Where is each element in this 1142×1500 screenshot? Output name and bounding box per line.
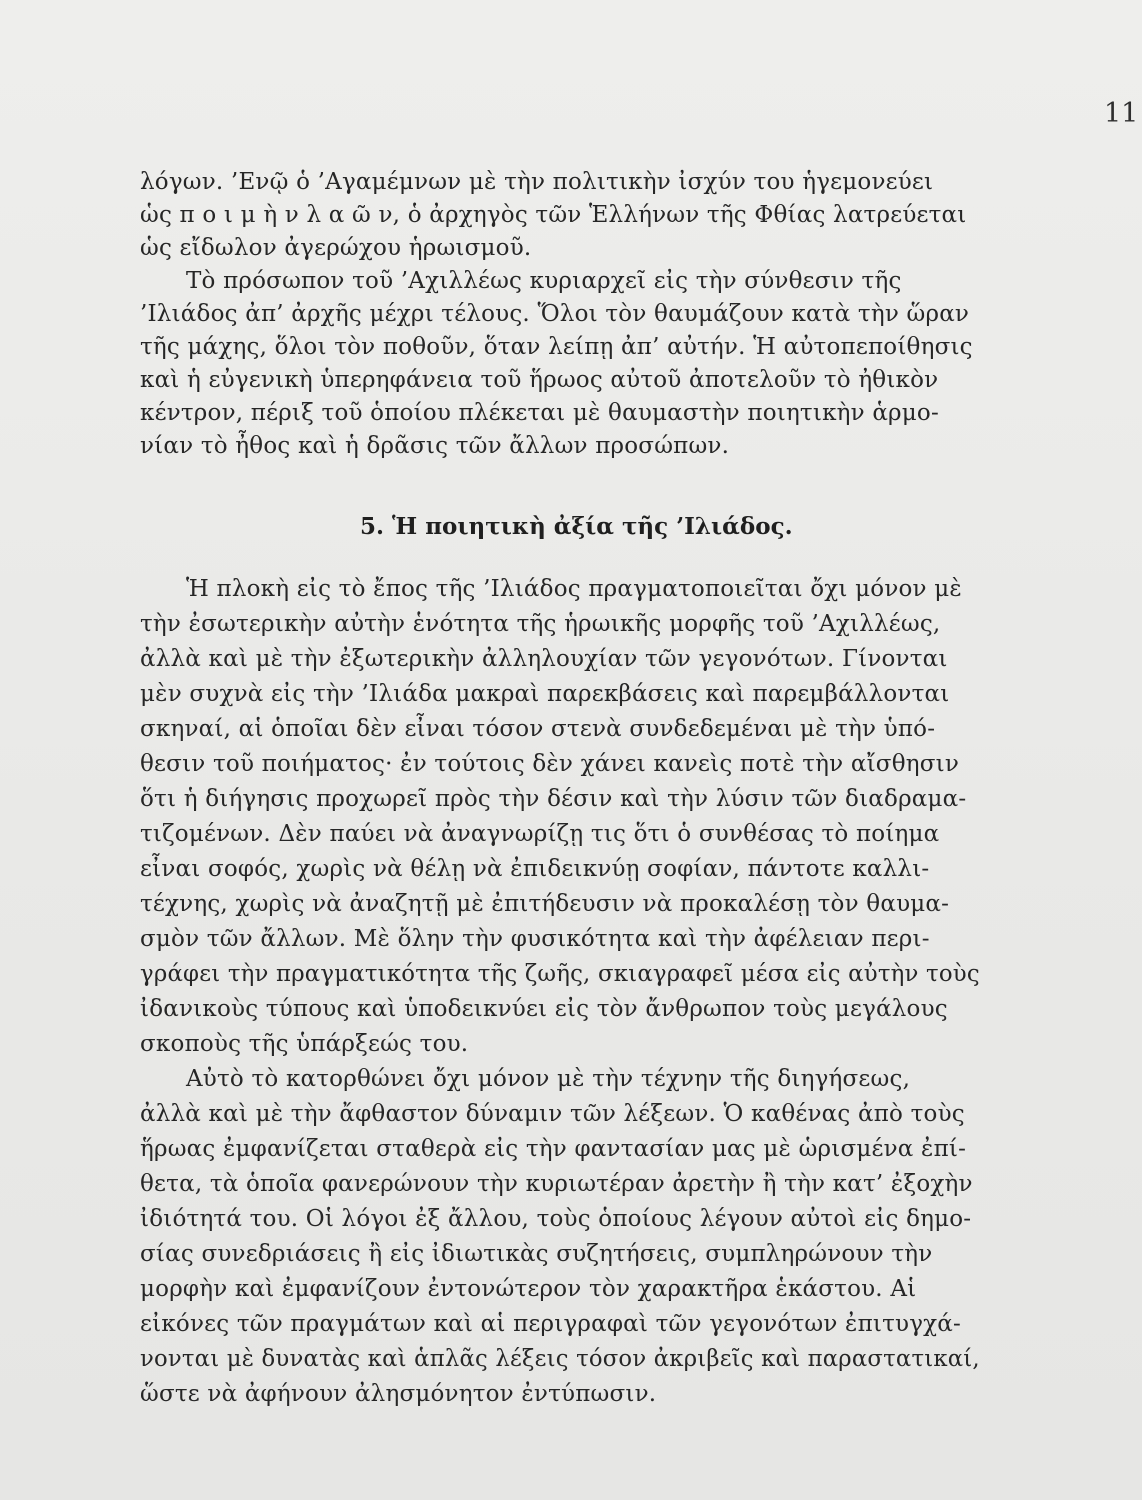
text-line: ὡς εἴδωλον ἀγερώχου ἡρωισμοῦ. [140,235,532,261]
section-heading: 5. Ἡ ποιητικὴ ἀξία τῆς ’Ιλιάδος. [360,513,793,540]
text-line: ἰδιότητά του. Οἱ λόγοι ἐξ ἄλλου, τοὺς ὁποίους λέγουν αὐτοὶ εἰς δημο- [140,1206,972,1232]
text-line: νονται μὲ δυνατὰς καὶ ἁπλᾶς λέξεις τόσον ἀκριβεῖς καὶ παραστατικαί, [140,1346,980,1372]
text-line: Ἡ πλοκὴ εἰς τὸ ἔπος τῆς ’Ιλιάδος πραγματοποιεῖται ὄχι μόνον μὲ [186,576,962,602]
text-line: μὲν συχνὰ εἰς τὴν ’Ιλιάδα μακραὶ παρεκβάσεις καὶ παρεμβάλλονται [140,681,950,707]
text-line: μορφὴν καὶ ἐμφανίζουν ἐντονώτερον τὸν χαρακτῆρα ἑκάστου. Αἱ [140,1276,917,1302]
text-line: τέχνης, χωρὶς νὰ ἀναζητῇ μὲ ἐπιτήδευσιν νὰ προκαλέσῃ τὸν θαυμα- [140,891,950,917]
text-line: θετα, τὰ ὁποῖα φανερώνουν τὴν κυριωτέραν ἀρετὴν ἢ τὴν κατ’ ἐξοχὴν [140,1171,973,1197]
text-line: θεσιν τοῦ ποιήματος· ἐν τούτοις δὲν χάνει κανεὶς ποτὲ τὴν αἴσθησιν [140,751,960,777]
text-line: ὥστε νὰ ἀφήνουν ἀλησμόνητον ἐντύπωσιν. [140,1381,657,1407]
text-line: σκηναί, αἱ ὁποῖαι δὲν εἶναι τόσον στενὰ συνδεδεμέναι μὲ τὴν ὑπό- [140,716,936,742]
text-line: σίας συνεδριάσεις ἢ εἰς ἰδιωτικὰς συζητήσεις, συμπληρώνουν τὴν [140,1241,933,1267]
text-line: ὡς π ο ι μ ὴ ν λ α ῶ ν, ὁ ἀρχηγὸς τῶν Ἑλλήνων τῆς Φθίας λατρεύεται [140,202,967,228]
text-line: λόγων. ’Ενῷ ὁ ’Αγαμέμνων μὲ τὴν πολιτικὴν ἰσχύν του ἡγεμονεύει [140,169,934,195]
text-line: τῆς μάχης, ὅλοι τὸν ποθοῦν, ὅταν λείπῃ ἀπ’ αὐτήν. Ἡ αὐτοπεποίθησις [140,334,973,360]
text-line: ἀλλὰ καὶ μὲ τὴν ἐξωτερικὴν ἀλληλουχίαν τῶν γεγονότων. Γίνονται [140,646,948,672]
text-line: εἰκόνες τῶν πραγμάτων καὶ αἱ περιγραφαὶ τῶν γεγονότων ἐπιτυγχά- [140,1311,962,1337]
text-line: ἥρωας ἐμφανίζεται σταθερὰ εἰς τὴν φαντασίαν μας μὲ ὡρισμένα ἐπί- [140,1136,967,1162]
text-line: νίαν τὸ ἦθος καὶ ἡ δρᾶσις τῶν ἄλλων προσώπων. [140,433,730,459]
text-line: ἰδανικοὺς τύπους καὶ ὑποδεικνύει εἰς τὸν ἄνθρωπον τοὺς μεγάλους [140,996,948,1022]
text-line: Αὐτὸ τὸ κατορθώνει ὄχι μόνον μὲ τὴν τέχνην τῆς διηγήσεως, [186,1066,911,1092]
text-line: σκοποὺς τῆς ὑπάρξεώς του. [140,1031,469,1057]
page-number: 11 [1104,98,1139,129]
text-line: Τὸ πρόσωπον τοῦ ’Αχιλλέως κυριαρχεῖ εἰς τὴν σύνθεσιν τῆς [186,268,902,294]
text-line: καὶ ἡ εὐγενικὴ ὑπερηφάνεια τοῦ ἥρωος αὐτοῦ ἀποτελοῦν τὸ ἠθικὸν [140,367,939,393]
text-line: κέντρον, πέριξ τοῦ ὁποίου πλέκεται μὲ θαυμαστὴν ποιητικὴν ἁρμο- [140,400,939,426]
text-line: τὴν ἐσωτερικὴν αὐτὴν ἑνότητα τῆς ἡρωικῆς μορφῆς τοῦ ’Αχιλλέως, [140,611,941,637]
text-line: ’Ιλιάδος ἀπ’ ἀρχῆς μέχρι τέλους. Ὅλοι τὸν θαυμάζουν κατὰ τὴν ὥραν [140,301,970,327]
text-line: γράφει τὴν πραγματικότητα τῆς ζωῆς, σκιαγραφεῖ μέσα εἰς αὐτὴν τοὺς [140,961,980,987]
text-line: ἀλλὰ καὶ μὲ τὴν ἄφθαστον δύναμιν τῶν λέξεων. Ὁ καθένας ἀπὸ τοὺς [140,1101,965,1127]
text-line: ὅτι ἡ διήγησις προχωρεῖ πρὸς τὴν δέσιν καὶ τὴν λύσιν τῶν διαδραμα- [140,786,967,812]
text-line: τιζομένων. Δὲν παύει νὰ ἀναγνωρίζῃ τις ὅτι ὁ συνθέσας τὸ ποίημα [140,821,940,847]
text-line: σμὸν τῶν ἄλλων. Μὲ ὅλην τὴν φυσικότητα καὶ τὴν ἀφέλειαν περι- [140,926,930,952]
text-line: εἶναι σοφός, χωρὶς νὰ θέλῃ νὰ ἐπιδεικνύῃ σοφίαν, πάντοτε καλλι- [140,856,930,882]
